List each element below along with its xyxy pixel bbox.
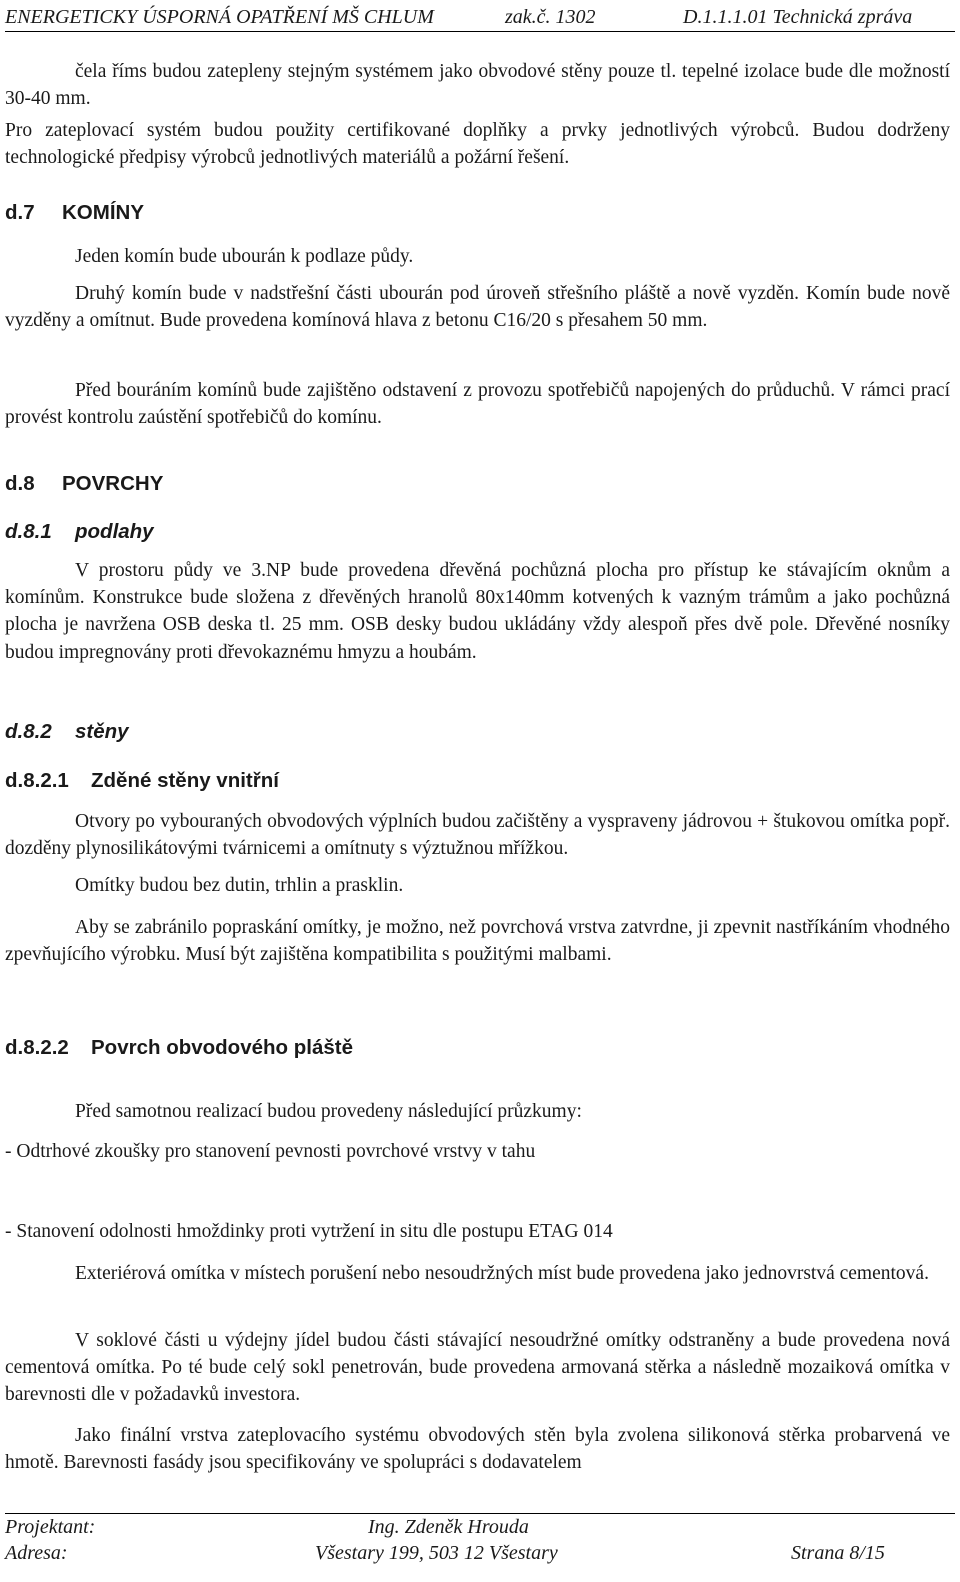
section-number: d.7 — [5, 201, 35, 224]
footer-row-address — [5, 1540, 955, 1566]
plast-list-item-2: - Stanovení odolnosti hmoždinky proti vytržení in situ dle postupu ETAG 014 — [5, 1221, 613, 1242]
footer-designer-label: Projektant: — [5, 1516, 96, 1538]
komin-paragraph-1: Jeden komín bude ubourán k podlaze půdy. — [75, 246, 414, 267]
section-title: KOMÍNY — [62, 201, 144, 224]
page-header — [5, 3, 955, 32]
page-footer — [5, 1513, 955, 1566]
plast-paragraph-2: Exteriérová omítka v místech porušení nebo nesoudržných míst bude provedena jako jednovrstvá cementová. — [75, 1263, 929, 1284]
section-heading-d8-1 — [5, 518, 154, 546]
steny-paragraph-3: Aby se zabránilo popraskání omítky, je možno, než povrchová vrstva zatvrdne, ji zpevnit nastříkáním vhodného zpevňujícího výrobku. Musí být zajištěna kompatibilita s použitými malbami. — [5, 917, 950, 966]
section-number: d.8 — [5, 472, 35, 495]
footer-page-number: Strana 8/15 — [791, 1542, 885, 1564]
footer-address-label: Adresa: — [5, 1542, 68, 1564]
komin-paragraph-2: Druhý komín bude v nadstřešní části ubourán pod úroveň střešního pláště a nově vyzděn. Komín bude nově vyzděny a omítnut. Bude provedena komínová hlava z betonu C16/20 s přesahem 50 mm. — [5, 283, 950, 332]
intro-paragraph-1: čela říms budou zatepleny stejným systémem jako obvodové stěny pouze tl. tepelné izolace bude dle možností 30-40 mm. — [5, 61, 950, 110]
header-title: ENERGETICKY ÚSPORNÁ OPATŘENÍ MŠ CHLUM — [5, 6, 434, 28]
section-number: d.8.1 — [5, 520, 52, 543]
section-heading-d8-2-1 — [5, 767, 279, 795]
section-heading-d8 — [5, 470, 164, 498]
komin-paragraph-3: Před bouráním komínů bude zajištěno odstavení z provozu spotřebičů napojených do průduchů. V rámci prací provést kontrolu zaústění spotřebičů do komínu. — [5, 380, 950, 429]
section-number: d.8.2.1 — [5, 769, 69, 792]
plast-paragraph-1: Před samotnou realizací budou provedeny následující průzkumy: — [75, 1101, 582, 1122]
section-title: Zděné stěny vnitřní — [91, 769, 279, 792]
plast-paragraph-3: V soklové části u výdejny jídel budou části stávající nesoudržné omítky odstraněny a bude provedena nová cementová omítka. Po té bude celý sokl penetrován, bude provedena armovaná stěrka a následně mozaiková omítka v barevnosti dle v požadavků investora. — [5, 1330, 950, 1406]
steny-paragraph-2: Omítky budou bez dutin, trhlin a prasklin. — [75, 875, 404, 896]
section-number: d.8.2 — [5, 720, 52, 743]
footer-designer-name: Ing. Zdeněk Hrouda — [368, 1516, 529, 1538]
plast-list-item-1: - Odtrhové zkoušky pro stanovení pevnosti povrchové vrstvy v tahu — [5, 1141, 536, 1162]
footer-address-value: Všestary 199, 503 12 Všestary — [315, 1542, 558, 1564]
header-document-id: D.1.1.1.01 Technická zpráva — [683, 6, 913, 28]
section-heading-d8-2-2 — [5, 1034, 353, 1062]
plast-paragraph-4: Jako finální vrstva zateplovacího systému obvodových stěn byla zvolena silikonová stěrka probarvená ve hmotě. Barevnosti fasády jsou specifikovány ve spolupráci s dodavatelem — [5, 1425, 950, 1474]
section-heading-d7 — [5, 199, 144, 227]
section-heading-d8-2 — [5, 718, 129, 746]
podlahy-paragraph-1: V prostoru půdy ve 3.NP bude provedena dřevěná pochůzná plocha pro přístup ke stávajícím oknům a komínům. Konstrukce bude složena z dřevěných hranolů 80x140mm kotvených k vazným trámům a jako pochůzná plocha je navržena OSB deska tl. 25 mm. OSB desky budou ukládány vždy alespoň přes dvě pole. Dřevěné nosníky budou impregnovány proti dřevokaznému hmyzu a houbám. — [5, 560, 950, 663]
footer-row-designer — [5, 1514, 955, 1540]
header-order-number: zak.č. 1302 — [505, 6, 596, 28]
intro-paragraph-2: Pro zateplovací systém budou použity certifikované doplňky a prvky jednotlivých výrobců. Budou dodrženy technologické předpisy výrobců jednotlivých materiálů a požární řešení. — [5, 120, 950, 169]
section-title: stěny — [75, 720, 129, 743]
section-title: podlahy — [75, 520, 154, 543]
section-title: POVRCHY — [62, 472, 164, 495]
section-number: d.8.2.2 — [5, 1036, 69, 1059]
section-title: Povrch obvodového pláště — [91, 1036, 353, 1059]
steny-paragraph-1: Otvory po vybouraných obvodových výplních budou začištěny a vyspraveny jádrovou + štukovou omítka popř. dozděny plynosilikátovými tvárnicemi a omítnuty s výztužnou mřížkou. — [5, 811, 950, 860]
